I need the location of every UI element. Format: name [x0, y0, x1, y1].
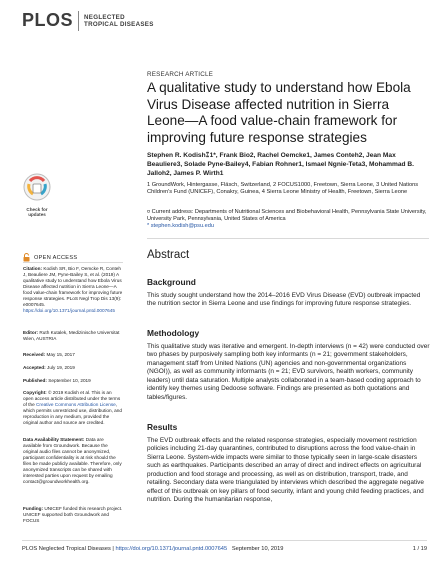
published-date: September 10, 2019: [48, 378, 91, 383]
published-label: Published:: [23, 378, 47, 383]
section-text-results: The EVD outbreak effects and the related response strategies, especially movement restriction policies including 21-day quarantines, contributed to disruptions across the food value-chain in Sierra Leone. System-wide impacts were similar to those typically seen in large-scale disasters such as earthquakes. Participants described an array of direct and indirect effects on agricultural production and food storage and processing, as well as on distribution, transport, trade, and retailing. Secondary data were triangulated by interviews which described the aggregate negative effect of this outbreak on key pillars of food security, infant and young child feeding practices, and nutrition. During the humanitarian response,: [147, 437, 424, 504]
sidebar-rule: [23, 262, 123, 263]
abstract-heading: Abstract: [147, 249, 190, 261]
footer-journal: PLOS Neglected Tropical Diseases |: [22, 546, 114, 552]
editor-label: Editor:: [23, 330, 39, 335]
affiliations: 1 GroundWork, Hintergasse, Fläsch, Switzerland, 2 FOCUS1000, Freetown, Sierra Leone, 3 United Nations Children's Fund (UNICEF), Conakry, Guinea, 4 Sierra Leone Ministry of Health, Freetown, Sierra Leone: [147, 182, 419, 196]
data-availability-text: Data are available from Groundwork. Because the original audio files cannot be anonymized, participant confidentiality is at risk should the files be made publicly available. Therefore, only anonymized transcripts can be shared with interested parties upon request by emailing contact@groundworkhealth.org.: [23, 437, 122, 484]
received-block: [23, 352, 123, 358]
logo-sub-line-1: NEGLECTED: [84, 13, 125, 21]
footer-date: September 10, 2019: [231, 546, 284, 552]
open-access-text: OPEN ACCESS: [34, 254, 78, 261]
editor-block: [23, 330, 123, 342]
citation-doi-link[interactable]: https://doi.org/10.1371/journal.pntd.0007645: [23, 308, 115, 313]
open-access-label: [23, 253, 77, 262]
page-number: 1 / 19: [412, 546, 427, 552]
accepted-date: July 19, 2019: [46, 365, 75, 370]
section-heading-results: Results: [147, 422, 178, 432]
logo-subtitle: [84, 14, 154, 28]
accepted-block: [23, 365, 123, 371]
article-type: RESEARCH ARTICLE: [147, 71, 214, 78]
received-date: May 15, 2017: [46, 352, 75, 357]
copyright-block: [23, 390, 123, 426]
copyright-text-2: , which permits unrestricted use, distribution, and reproduction in any medium, provided the original author and source are credited.: [23, 402, 123, 425]
data-availability-block: [23, 437, 123, 485]
check-updates-icon: [20, 172, 54, 202]
abstract-top-rule: [147, 238, 429, 239]
current-address: ¤ Current address: Departments of Nutritional Sciences and Biobehavioral Health, Pennsylvania State University, University Park, Pennsylvania, United States of America: [147, 209, 427, 223]
section-heading-methodology: Methodology: [147, 328, 200, 338]
check-for-updates-badge[interactable]: [20, 172, 54, 216]
corresponding-email-link[interactable]: * stephen.kodish@psu.edu: [147, 223, 214, 230]
check-updates-label-1: Check for: [26, 207, 48, 212]
funding-label: Funding:: [23, 506, 44, 511]
copyright-label: Copyright:: [23, 390, 47, 395]
section-text-background: This study sought understand how the 2014–2016 EVD Virus Disease (EVD) outbreak impacted the nutrition sector in Sierra Leone and use findings for improving future response strategies.: [147, 292, 421, 308]
logo-divider: [78, 11, 79, 31]
journal-logo: [22, 10, 154, 31]
section-text-methodology: This qualitative study was iterative and emergent. In-depth interviews (n = 42) were conducted over two phases by purposively sampling both key informants (n = 21; government stakeholders, management staff from United Nations (UN) agencies and non-governmental organizations (NGOI)), as well as community informants (n = 21; EVD survivors, health workers, community leaders) until data saturation. Multiple analysts collaborated in a team-based coding approach to identify key themes using Dedoose software. Findings are presented as both quotations and tables/figures.: [147, 343, 430, 401]
footer-doi-link[interactable]: https://doi.org/10.1371/journal.pntd.0007645: [115, 546, 228, 552]
author-list[interactable]: Stephen R. Kodish⑄1*, Frank Bio2, Rachel Oemcke1, James Conteh2, Jean Max Beauliere3, Solade Pyne-Bailey4, Fabian Rohner1, Ismael Ngnie-Teta3, Mohammad B. Jalloh2, James P. Wirth1: [147, 152, 415, 177]
page-footer: [22, 546, 427, 552]
accepted-label: Accepted:: [23, 365, 46, 370]
author-note: [147, 209, 429, 231]
footer-rule: [22, 540, 427, 541]
license-link[interactable]: Creative Commons Attribution License: [36, 402, 116, 407]
citation-block: [23, 266, 123, 314]
funding-text: UNICEF funded this research project. UNICEF supported both Groundwork and FOCUS: [23, 506, 123, 523]
open-lock-icon: [23, 253, 30, 262]
received-label: Received:: [23, 352, 46, 357]
article-title: A qualitative study to understand how Ebola Virus Disease affected nutrition in Sierra Leone—A food value-chain framework for improving future response strategies: [147, 80, 411, 145]
footer-left: [22, 546, 283, 552]
citation-text: Kodish SR, Bio F, Oemcke R, Conteh J, Beauliere JM, Pyne-Bailey S, et al. (2019) A qualitative study to understand how Ebola Virus Disease affected nutrition in Sierra Leone—A food value-chain framework for improving future response strategies. PLoS Negl Trop Dis 13(9): e0007645.: [23, 266, 123, 307]
logo-wordmark: PLOS: [22, 10, 74, 30]
citation-label: Citation:: [23, 266, 43, 271]
check-updates-label-2: updates: [28, 212, 46, 218]
funding-block: [23, 506, 123, 524]
published-block: [23, 378, 123, 384]
copyright-text: © 2019 Kodish et al. This is an open access article distributed under the terms of the: [23, 390, 121, 407]
logo-sub-line-2: TROPICAL DISEASES: [84, 20, 154, 28]
editor-text: Ruth Kutalek, Medizinische Universitat Wien, AUSTRIA: [23, 330, 120, 341]
section-heading-background: Background: [147, 277, 196, 287]
data-availability-label: Data Availability Statement:: [23, 437, 85, 442]
